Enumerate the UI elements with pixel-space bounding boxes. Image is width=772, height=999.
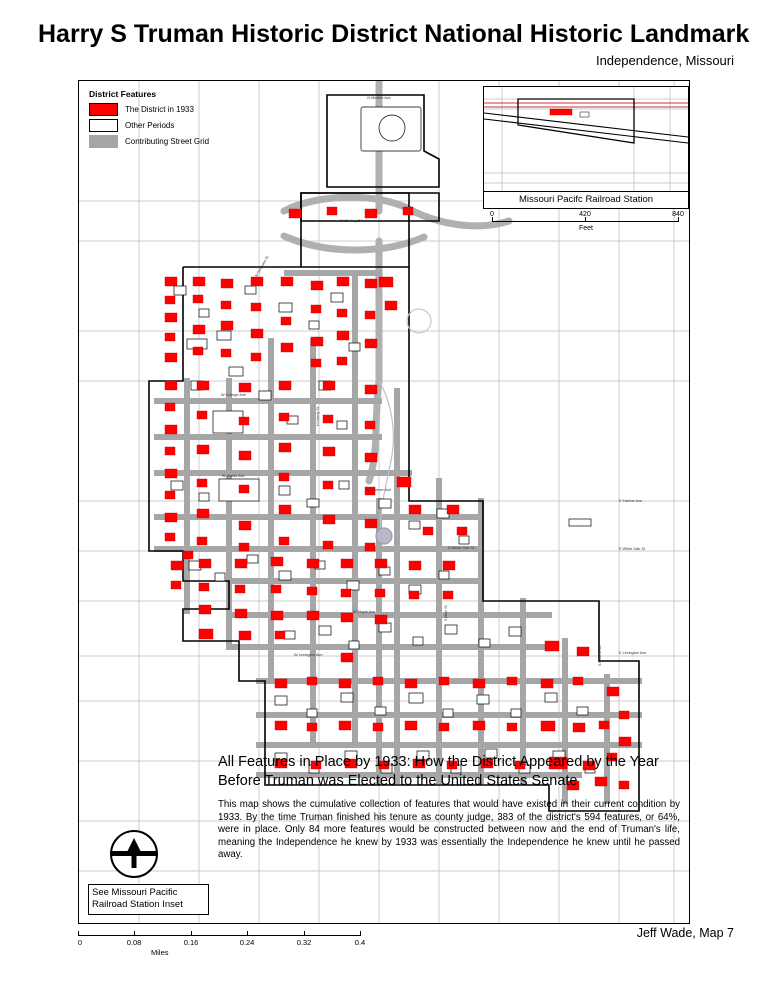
legend-swatch-grey (89, 135, 118, 148)
inset-scale-label-0: 0 (490, 211, 494, 218)
scale-tick-3 (247, 931, 248, 936)
scale-tick-0 (78, 931, 79, 936)
inset-caption: Missouri Pacifc Railroad Station (483, 192, 689, 209)
scale-label-4: 0.32 (296, 938, 312, 947)
scale-tick-4 (304, 931, 305, 936)
callout-body: This map shows the cumulative collection of features that would have existed in their current condition by 1933. By the time Truman finished his tenure as county judge, 383 of the district's 594 features, or 64%, were in place. Only 84 more features would be constructed between now and the end of Truman's life, meaning the Independence he knew by 1933 was essentially the Independence he knew until he passed away. (218, 799, 680, 861)
map-frame[interactable] (78, 80, 690, 924)
north-arrow-stem (132, 852, 137, 868)
svg-text:E Lexington Ave: E Lexington Ave (619, 651, 647, 655)
inset-map-block (483, 86, 689, 239)
inset-map[interactable] (483, 86, 689, 192)
legend-item-district-1933 (89, 103, 241, 116)
scale-bar (78, 926, 378, 960)
inset-scale-units: Feet (578, 225, 594, 232)
legend-swatch-red (89, 103, 118, 116)
svg-text:W Lexington Ave: W Lexington Ave (294, 653, 323, 657)
svg-text:W Farmer Ave: W Farmer Ave (366, 488, 392, 492)
legend-label-other-periods: Other Periods (125, 121, 175, 130)
legend-item-other-periods (89, 119, 241, 132)
svg-text:E US Hwy 24: E US Hwy 24 (339, 219, 363, 223)
inset-scale-label-2: 840 (672, 211, 684, 218)
inset-note: See Missouri Pacific Railroad Station Inset (88, 884, 209, 915)
inset-scale-label-1: 420 (579, 211, 591, 218)
legend-title: District Features (89, 89, 157, 99)
svg-text:S Noland Rd: S Noland Rd (598, 645, 602, 666)
legend (89, 89, 241, 151)
svg-text:E Farmer Ave: E Farmer Ave (619, 499, 643, 503)
svg-text:S Main St: S Main St (444, 605, 448, 621)
scale-label-5: 0.4 (354, 938, 366, 947)
scale-label-0: 0 (77, 938, 83, 947)
scale-units: Miles (151, 948, 169, 957)
scale-tick-2 (191, 931, 192, 936)
scale-label-2: 0.16 (183, 938, 199, 947)
svg-text:W Waldo Ave: W Waldo Ave (222, 474, 245, 478)
scale-bar-line (78, 935, 360, 936)
page-subtitle: Independence, Missouri (595, 53, 734, 68)
legend-label-street-grid: Contributing Street Grid (125, 137, 210, 146)
legend-label-district-1933: The District in 1933 (125, 105, 194, 114)
svg-text:N Mlchen Ave: N Mlchen Ave (367, 96, 391, 100)
svg-text:E White Oak St: E White Oak St (619, 547, 645, 551)
svg-text:W Maple Ave: W Maple Ave (352, 610, 376, 614)
svg-text:N Delaware St: N Delaware St (254, 255, 270, 278)
page-title: Harry S Truman Historic District National Historic Landmark (38, 20, 750, 48)
map-credit: Jeff Wade, Map 7 (636, 926, 734, 940)
inset-scale-bar (483, 213, 689, 239)
scale-tick-5 (360, 931, 361, 936)
scale-tick-1 (134, 931, 135, 936)
north-arrow-icon (110, 830, 158, 878)
svg-text:N Liberty St: N Liberty St (316, 407, 320, 426)
scale-label-3: 0.24 (239, 938, 255, 947)
callout-heading: All Features in Place by 1933: How the District Appeared by the Year Before Truman was Elected to the United States Senate (218, 754, 659, 789)
callout-block (218, 753, 680, 862)
svg-text:W College Ave: W College Ave (221, 393, 246, 397)
north-arrow-block (88, 830, 209, 915)
scale-label-1: 0.08 (126, 938, 142, 947)
legend-swatch-white (89, 119, 118, 132)
legend-item-street-grid (89, 135, 241, 148)
svg-text:S White Oak St: S White Oak St (448, 546, 474, 550)
